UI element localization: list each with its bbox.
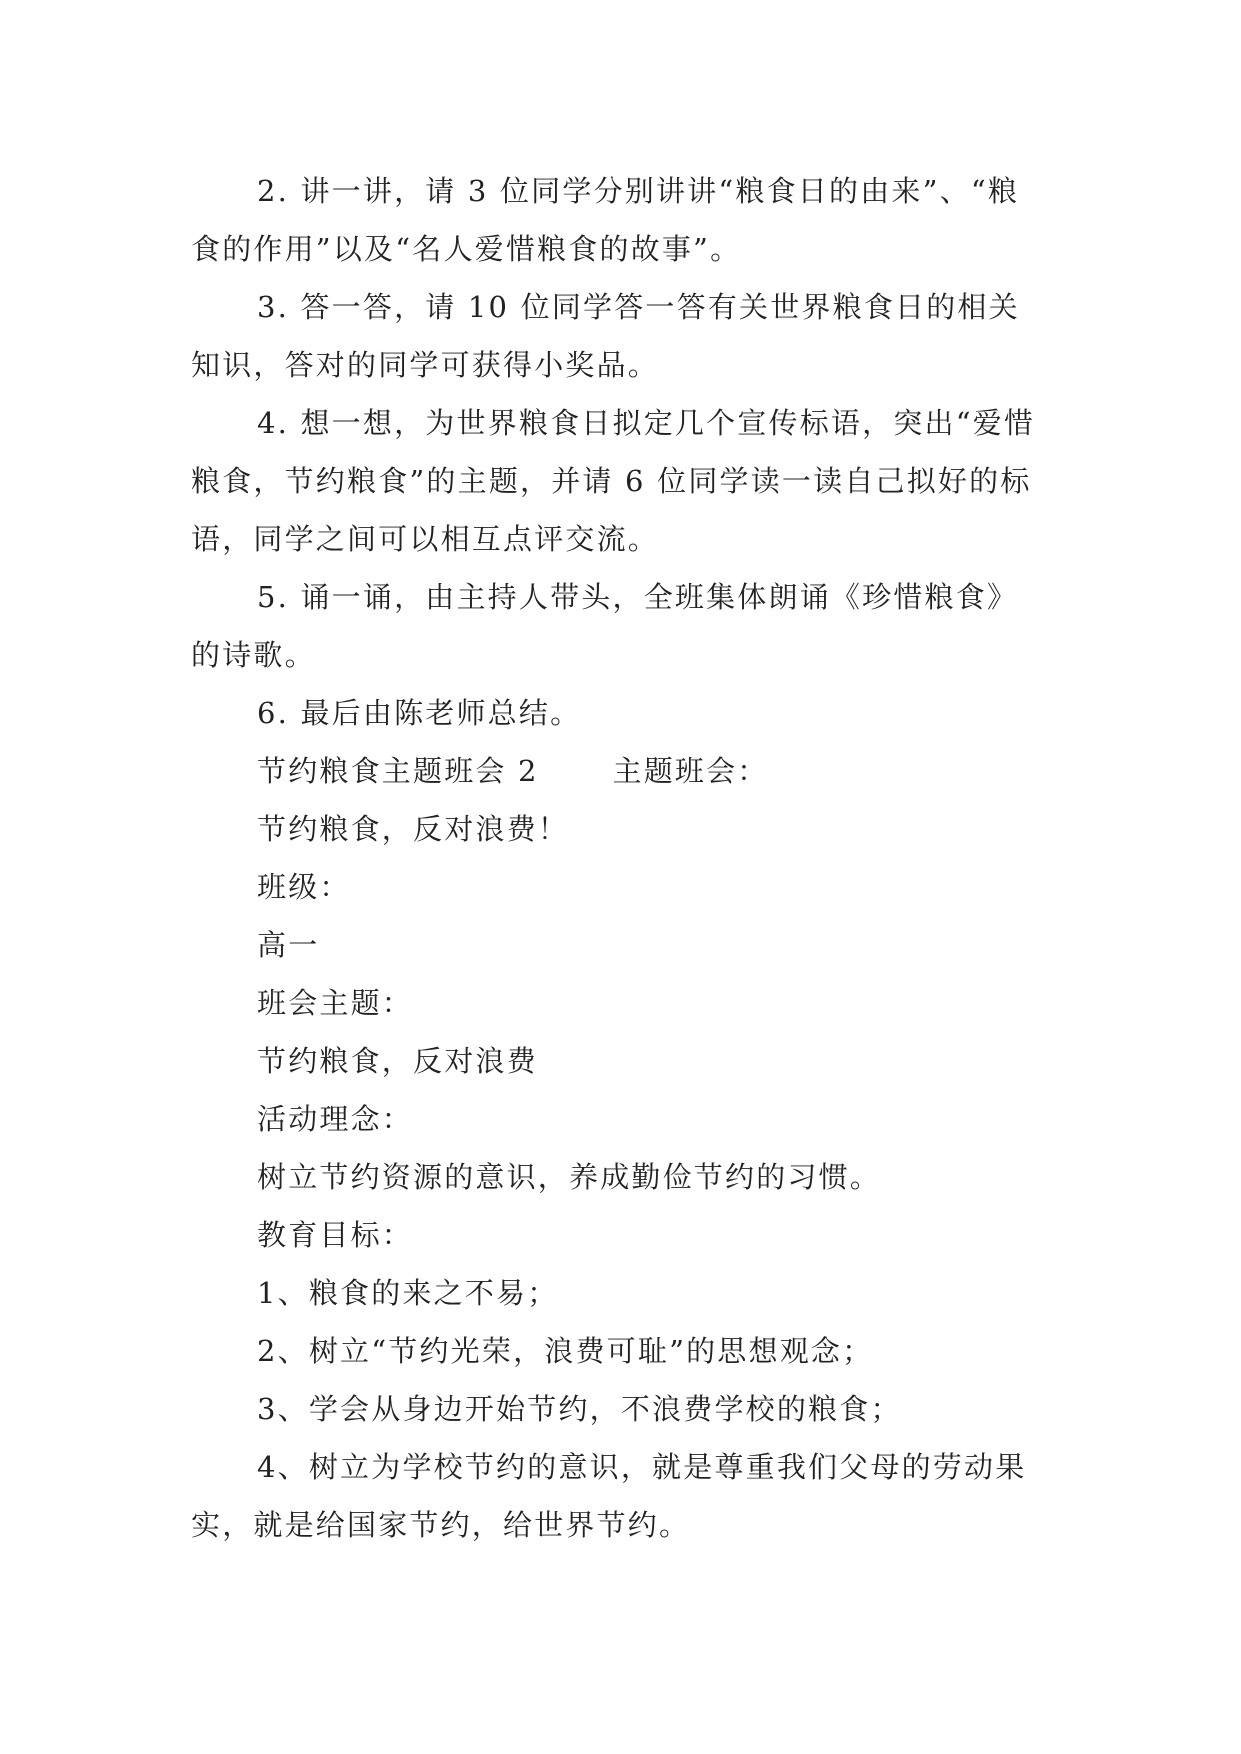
meeting-theme-value: 节约粮食，反对浪费 xyxy=(257,1044,538,1078)
activity-concept-value: 树立节约资源的意识，养成勤俭节约的习惯。 xyxy=(257,1160,882,1194)
goal-item-3: 3、学会从身边开始节约，不浪费学校的粮食； xyxy=(257,1392,902,1426)
meeting-theme-label: 班会主题： xyxy=(257,986,414,1020)
class-label: 班级： xyxy=(257,870,351,904)
paragraph-item-2: 2. 讲一讲，请 3 位同学分别讲讲“粮食日的由来”、“粮食的作用”以及“名人爱惜粮食的故事”。 xyxy=(191,174,1020,266)
class-value: 高一 xyxy=(257,928,320,962)
goal-item-2: 2、树立“节约光荣，浪费可耻”的思想观念； xyxy=(257,1334,874,1368)
paragraph-item-5: 5. 诵一诵，由主持人带头，全班集体朗诵《珍惜粮食》的诗歌。 xyxy=(191,580,1019,672)
paragraph-item-3: 3. 答一答，请 10 位同学答一答有关世界粮食日的相关知识，答对的同学可获得小奖品。 xyxy=(191,290,1020,382)
document-body xyxy=(191,162,1047,1554)
goal-item-4: 4、树立为学校节约的意识，就是尊重我们父母的劳动果实，就是给国家节约，给世界节约。 xyxy=(191,1450,1027,1542)
activity-concept-label: 活动理念： xyxy=(257,1102,414,1136)
goal-item-1: 1、粮食的来之不易； xyxy=(257,1276,559,1310)
paragraph-item-4: 4. 想一想，为世界粮食日拟定几个宣传标语，突出“爱惜粮食，节约粮食”的主题，并请 6 位同学读一读自己拟好的标语，同学之间可以相互点评交流。 xyxy=(191,406,1036,556)
education-goals-label: 教育目标： xyxy=(257,1218,414,1252)
section-heading-class-meeting-2: 节约粮食主题班会 2 主题班会： xyxy=(257,754,769,788)
paragraph-item-6: 6. 最后由陈老师总结。 xyxy=(257,696,582,730)
meeting-theme-title: 节约粮食，反对浪费！ xyxy=(257,812,570,846)
